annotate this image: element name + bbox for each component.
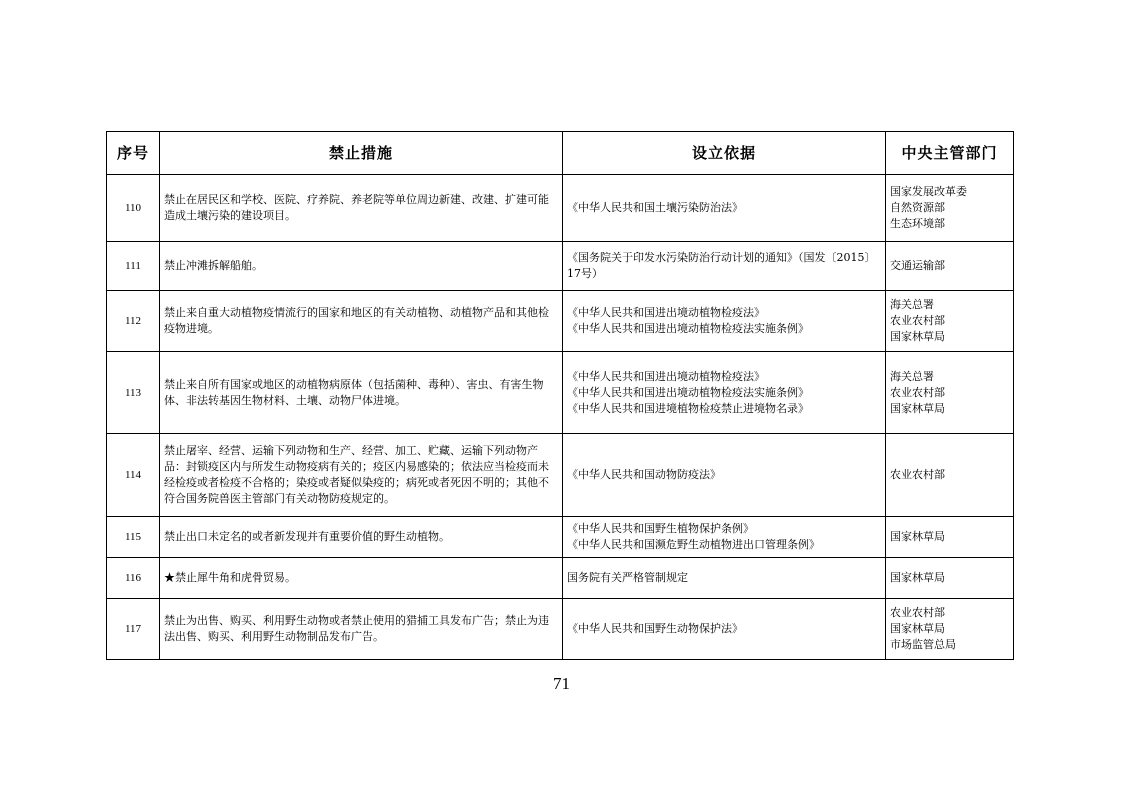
table-row — [107, 242, 1014, 291]
header-prohibited-measures: 禁止措施 — [160, 132, 563, 175]
table-row — [107, 352, 1014, 434]
row-legal-basis — [563, 291, 886, 352]
row-central-department — [886, 599, 1014, 660]
legal-basis-item: 《中华人民共和国濒危野生动植物进出口管理条例》 — [567, 538, 820, 551]
table-row — [107, 558, 1014, 599]
legal-basis-item: 国务院有关严格管制规定 — [567, 571, 688, 584]
department-item: 海关总署 — [890, 298, 934, 311]
row-serial-number: 115 — [107, 517, 160, 558]
department-item: 农业农村部 — [890, 314, 945, 327]
department-item: 自然资源部 — [890, 201, 945, 214]
legal-basis-item: 《中华人民共和国野生植物保护条例》 — [567, 522, 754, 535]
department-item: 国家发展改革委 — [890, 185, 967, 198]
header-serial-number: 序号 — [107, 132, 160, 175]
department-item: 海关总署 — [890, 369, 934, 383]
row-legal-basis — [563, 175, 886, 242]
row-serial-number: 117 — [107, 599, 160, 660]
legal-basis-item: 《中华人民共和国进境植物检疫禁止进境物名录》 — [567, 401, 809, 415]
table-row — [107, 599, 1014, 660]
table-row — [107, 291, 1014, 352]
legal-basis-item: 《中华人民共和国进出境动植物检疫法》 — [567, 306, 765, 319]
row-legal-basis — [563, 517, 886, 558]
department-item: 市场监管总局 — [890, 638, 956, 651]
table-row — [107, 175, 1014, 242]
header-legal-basis: 设立依据 — [563, 132, 886, 175]
row-central-department — [886, 175, 1014, 242]
row-prohibited-measure: 禁止来自所有国家或地区的动植物病原体（包括菌种、毒种）、害虫、有害生物体、非法转基因生物材料、土壤、动物尸体进境。 — [160, 352, 563, 434]
legal-basis-item: 《中华人民共和国动物防疫法》 — [567, 468, 721, 481]
department-item: 生态环境部 — [890, 217, 945, 230]
row-serial-number: 111 — [107, 242, 160, 291]
header-central-department: 中央主管部门 — [886, 132, 1014, 175]
row-central-department — [886, 558, 1014, 599]
row-central-department — [886, 291, 1014, 352]
row-prohibited-measure: 禁止来自重大动植物疫情流行的国家和地区的有关动植物、动植物产品和其他检疫物进境。 — [160, 291, 563, 352]
row-central-department — [886, 434, 1014, 517]
row-legal-basis — [563, 434, 886, 517]
table-row — [107, 434, 1014, 517]
row-serial-number: 114 — [107, 434, 160, 517]
row-serial-number: 113 — [107, 352, 160, 434]
legal-basis-item: 《中华人民共和国进出境动植物检疫法实施条例》 — [567, 385, 809, 399]
legal-basis-item: 《国务院关于印发水污染防治行动计划的通知》（国发〔2015〕17号） — [567, 251, 876, 280]
row-prohibited-measure: ★禁止犀牛角和虎骨贸易。 — [160, 558, 563, 599]
department-item: 国家林草局 — [890, 571, 945, 584]
row-serial-number: 112 — [107, 291, 160, 352]
row-central-department — [886, 517, 1014, 558]
row-legal-basis — [563, 352, 886, 434]
legal-basis-item: 《中华人民共和国野生动物保护法》 — [567, 622, 743, 635]
department-item: 农业农村部 — [890, 606, 945, 619]
department-item: 农业农村部 — [890, 468, 945, 481]
row-legal-basis — [563, 242, 886, 291]
row-legal-basis — [563, 599, 886, 660]
page-number: 71 — [553, 674, 570, 693]
row-central-department — [886, 242, 1014, 291]
department-item: 国家林草局 — [890, 330, 945, 343]
legal-basis-item: 《中华人民共和国进出境动植物检疫法》 — [567, 369, 765, 383]
prohibition-table — [106, 131, 1014, 660]
row-serial-number: 110 — [107, 175, 160, 242]
row-legal-basis — [563, 558, 886, 599]
department-item: 交通运输部 — [890, 259, 945, 272]
row-prohibited-measure: 禁止屠宰、经营、运输下列动物和生产、经营、加工、贮藏、运输下列动物产品：封锁疫区内与所发生动物疫病有关的；疫区内易感染的；依法应当检疫而未经检疫或者检疫不合格的；染疫或者疑似染疫的；病死或者死因不明的；其他不符合国务院兽医主管部门有关动物防疫规定的。 — [160, 434, 563, 517]
department-item: 国家林草局 — [890, 401, 945, 415]
department-item: 农业农村部 — [890, 385, 945, 399]
row-serial-number: 116 — [107, 558, 160, 599]
table-body — [107, 175, 1014, 660]
table-row — [107, 517, 1014, 558]
row-prohibited-measure: 禁止出口未定名的或者新发现并有重要价值的野生动植物。 — [160, 517, 563, 558]
department-item: 国家林草局 — [890, 530, 945, 543]
row-prohibited-measure: 禁止冲滩拆解船舶。 — [160, 242, 563, 291]
legal-basis-item: 《中华人民共和国土壤污染防治法》 — [567, 201, 743, 214]
table-header-row — [107, 132, 1014, 175]
row-prohibited-measure: 禁止在居民区和学校、医院、疗养院、养老院等单位周边新建、改建、扩建可能造成土壤污染的建设项目。 — [160, 175, 563, 242]
row-central-department — [886, 352, 1014, 434]
department-item: 国家林草局 — [890, 622, 945, 635]
row-prohibited-measure: 禁止为出售、购买、利用野生动物或者禁止使用的猎捕工具发布广告；禁止为违法出售、购买、利用野生动物制品发布广告。 — [160, 599, 563, 660]
legal-basis-item: 《中华人民共和国进出境动植物检疫法实施条例》 — [567, 322, 809, 335]
